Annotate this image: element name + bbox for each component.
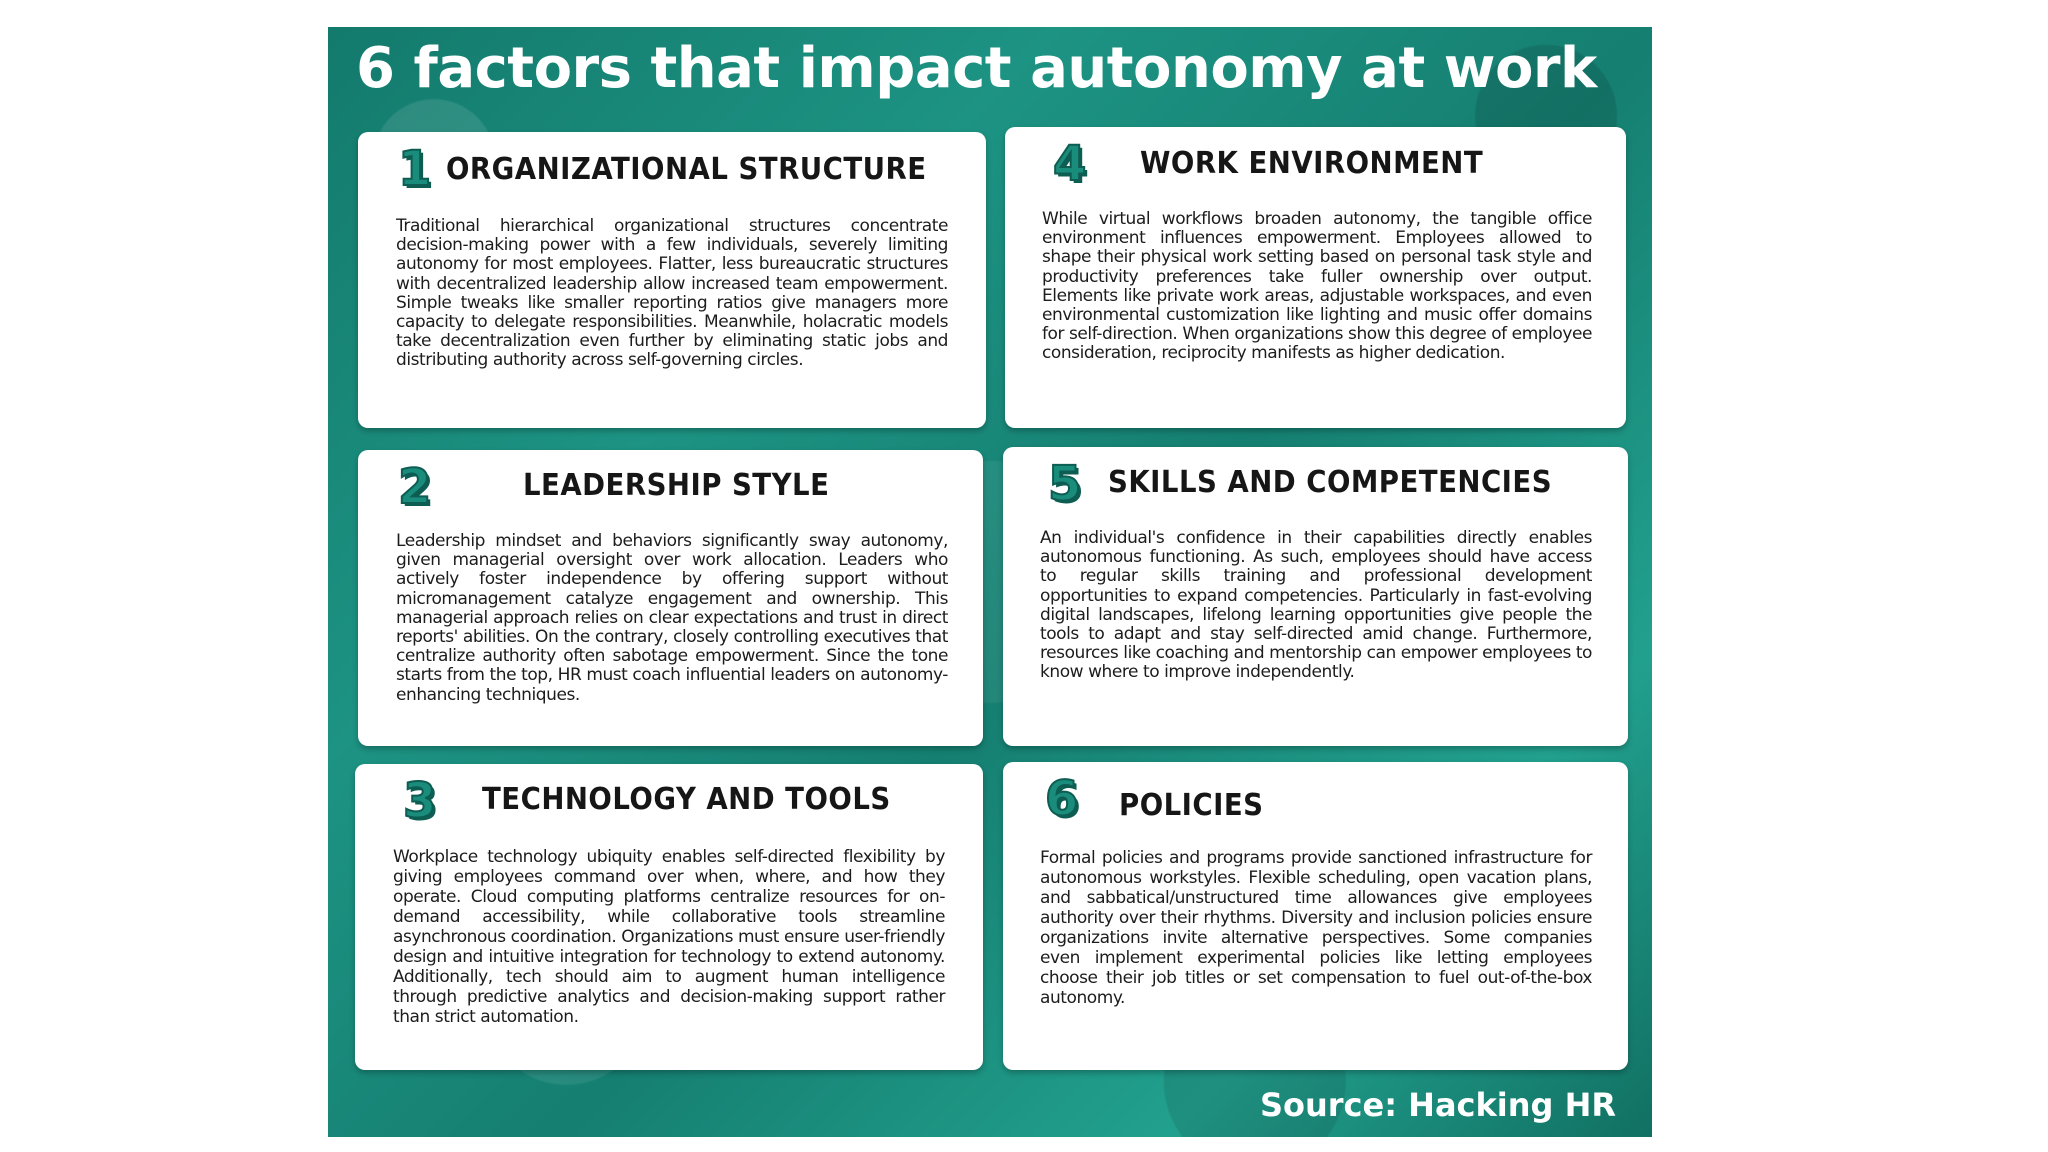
factor-description: While virtual workflows broaden autonomy, the tangible office environment influences empowerment. Employees allowed to shape their physical work setting based on personal task style and productivity preferences take fuller ownership over output. Elements like private work areas, adjustable workspaces, and even environmental customization like lighting and music offer domains for self-direction. When organizations show this degree of employee consideration, reciprocity manifests as higher dedication. (1042, 209, 1592, 364)
factor-description: An individual's confidence in their capabilities directly enables autonomous functioning. As such, employees should have access to regular skills training and professional development opportunities to expand competencies. Particularly in fast-evolving digital landscapes, lifelong learning opportunities give people the tools to adapt and stay self-directed amid change. Furthermore, resources like coaching and mentorship can empower employees to know where to improve independently. (1040, 528, 1592, 683)
factor-description: Formal policies and programs provide sanctioned infrastructure for autonomous workstyles. Flexible scheduling, open vacation plans, and sabbatical/unstructured time allowances give employees authority over their rhythms. Diversity and inclusion policies ensure organizations invite alternative perspectives. Some companies even implement experimental policies like letting employees choose their job titles or set compensation to fuel out-of-the-box autonomy. (1040, 848, 1592, 1008)
source-credit: Source: Hacking HR (1259, 1086, 1616, 1124)
factor-card-skills-and-competencies (1003, 447, 1628, 746)
factor-number: 2 (398, 459, 432, 515)
factor-number: 3 (403, 773, 437, 829)
factor-description: Traditional hierarchical organizational structures concentrate decision-making power with a few individuals, severely limiting autonomy for most employees. Flatter, less bureaucratic structures with decentralized leadership allow increased team empowerment. Simple tweaks like smaller reporting ratios give managers more capacity to delegate responsibilities. Meanwhile, holacratic models take decentralization even further by eliminating static jobs and distributing authority across self-governing circles. (396, 216, 948, 371)
factor-title: TECHNOLOGY AND TOOLS (482, 782, 891, 817)
factor-card-technology-and-tools (355, 764, 983, 1070)
factor-description: Workplace technology ubiquity enables self-directed flexibility by giving employees command over when, where, and how they operate. Cloud computing platforms centralize resources for on-demand accessibility, while collaborative tools streamline asynchronous coordination. Organizations must ensure user-friendly design and intuitive integration for technology to extend autonomy. Additionally, tech should aim to augment human intelligence through predictive analytics and decision-making support rather than strict automation. (393, 847, 945, 1027)
factor-card-policies (1003, 762, 1628, 1070)
factor-description: Leadership mindset and behaviors significantly sway autonomy, given managerial oversight over work allocation. Leaders who actively foster independence by offering support without micromanagement catalyze engagement and ownership. This managerial approach relies on clear expectations and trust in direct reports' abilities. On the contrary, closely controlling executives that centralize authority often sabotage empowerment. Since the tone starts from the top, HR must coach influential leaders on autonomy-enhancing techniques. (396, 531, 948, 705)
factor-card-work-environment (1005, 127, 1626, 428)
factor-number: 5 (1048, 456, 1082, 512)
factor-title: ORGANIZATIONAL STRUCTURE (446, 152, 927, 187)
factor-card-leadership-style (358, 450, 983, 746)
factor-number: 1 (398, 141, 432, 197)
infographic (328, 27, 1652, 1137)
factor-number: 4 (1053, 136, 1087, 192)
factor-title: LEADERSHIP STYLE (523, 468, 830, 503)
factor-title: WORK ENVIRONMENT (1140, 146, 1484, 181)
factor-card-organizational-structure (358, 132, 986, 428)
factor-title: SKILLS AND COMPETENCIES (1108, 465, 1553, 500)
page-title: 6 factors that impact autonomy at work (356, 36, 1597, 101)
factor-title: POLICIES (1119, 788, 1264, 823)
factor-number: 6 (1045, 771, 1079, 827)
